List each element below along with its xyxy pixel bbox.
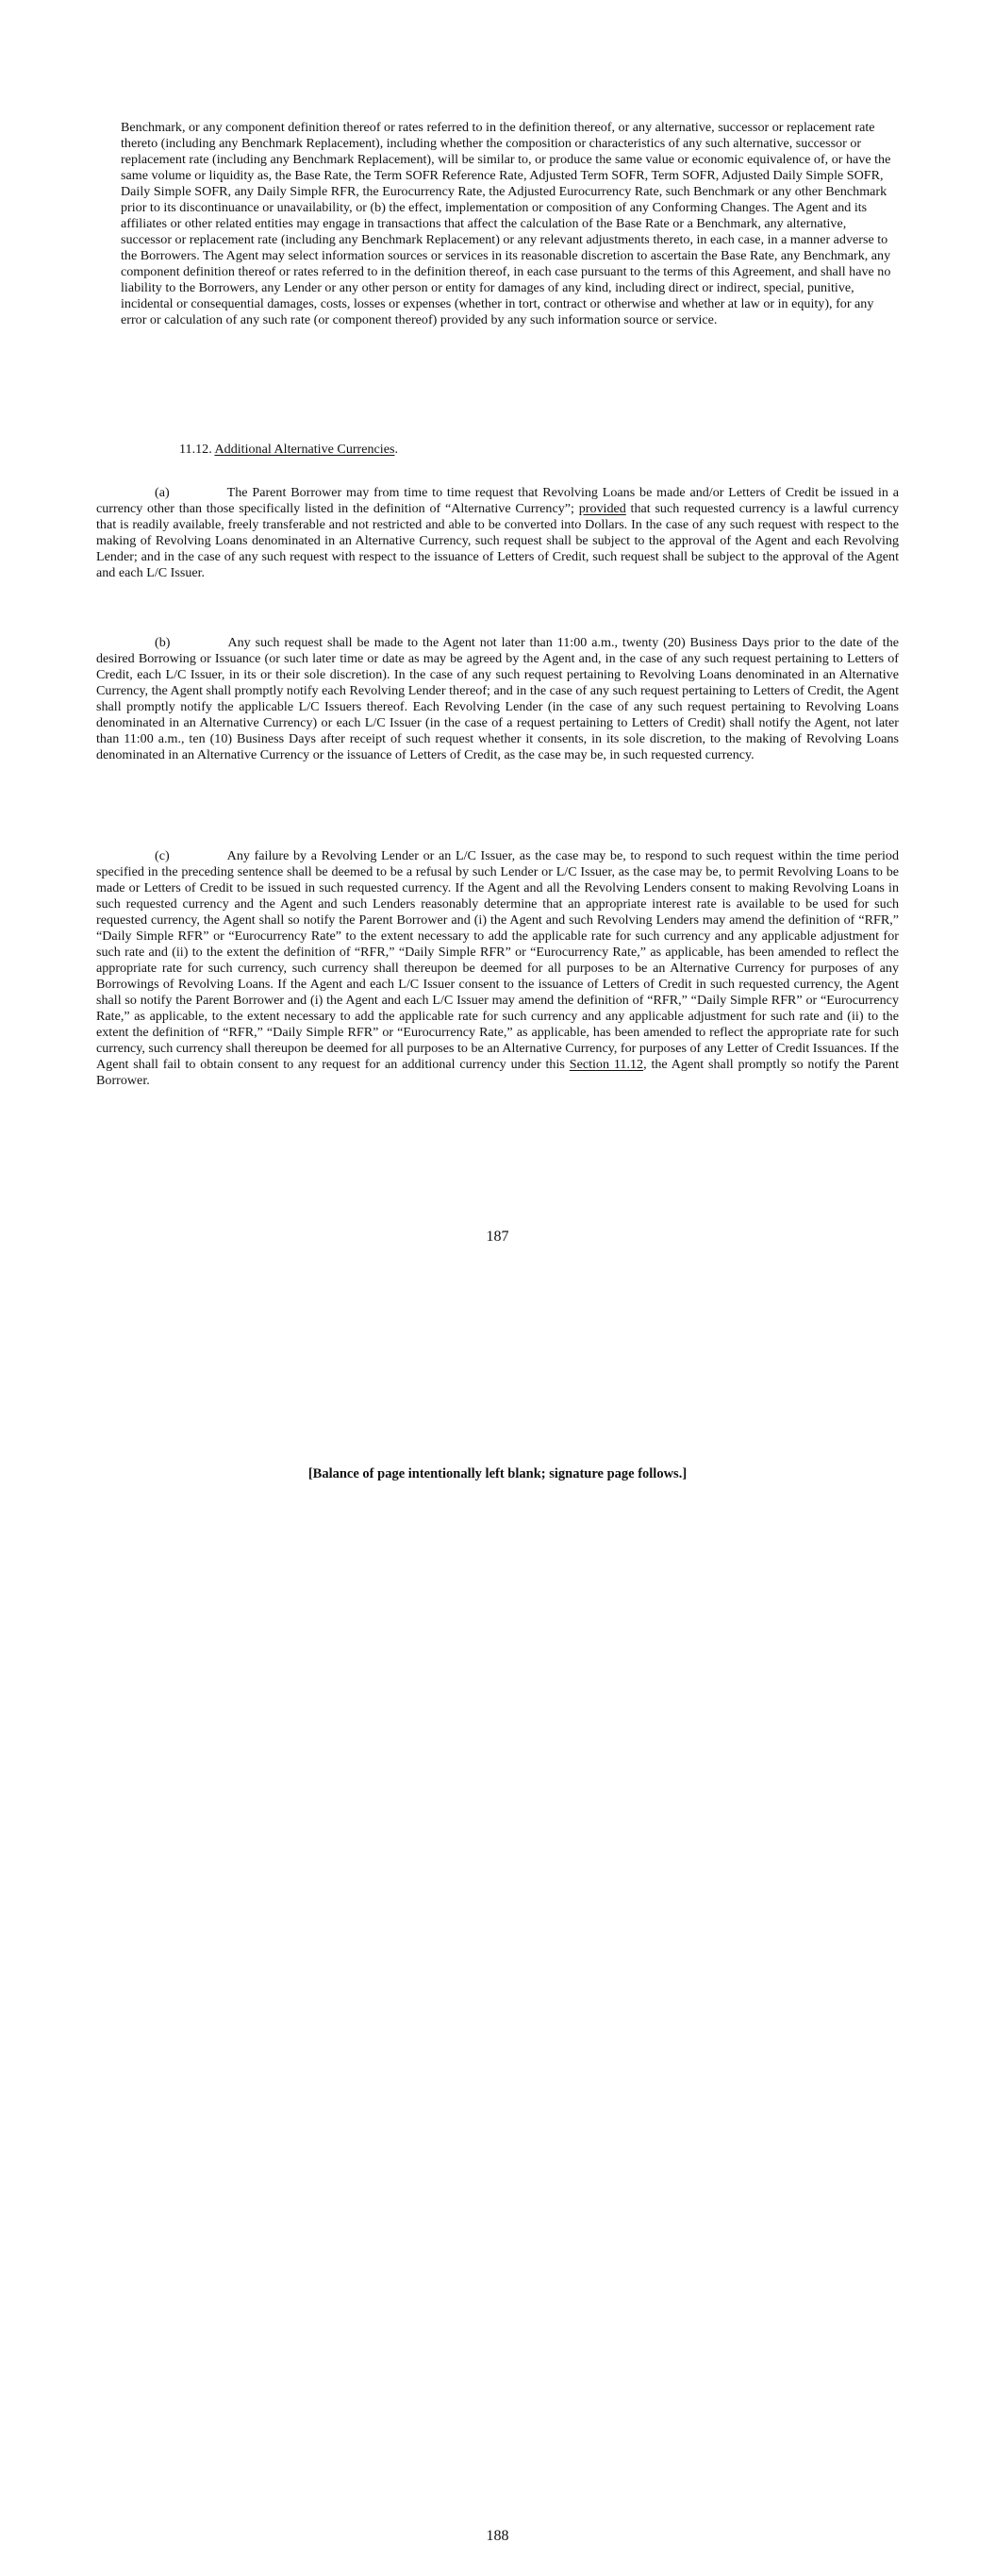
paragraph-b-text: Any such request shall be made to the Agent not later than 11:00 a.m., twenty (20) Business Days prior to the date of the desired Borrowing or Issuance (or such later time or date as may be agreed by the Agent and, in the case of any such request pertaining to Letters of Credit, each L/C Issuer, in its or their sole discretion). In the case of any such request pertaining to Revolving Loans denominated in an Alternative Currency, the Agent shall promptly notify each Revolving Lender thereof; and in the case of any such request pertaining to Letters of Credit, the Agent shall promptly notify the applicable L/C Issuers thereof. Each Revolving Lender (in the case of any such request pertaining to Revolving Loans denominated in an Alternative Currency) or each L/C Issuer (in the case of a request pertaining to Letters of Credit) shall notify the Agent, not later than 11:00 a.m., ten (10) Business Days after receipt of such request whether it consents, in its sole discretion, to the making of Revolving Loans denominated in an Alternative Currency or the issuance of Letters of Credit, as the case may be, in such requested currency. [96,635,899,762]
paragraph-a-text-2: that such requested currency is a lawful currency that is readily available, freely transferable and not restricted and able to be converted into Dollars. In the case of any such request with respect to the making of Revolving Loans denominated in an Alternative Currency, such request shall be subject to the approval of the Agent and each Revolving Lender; and in the case of any such request with respect to the issuance of Letters of Credit, such request shall be subject to the approval of the Agent and each L/C Issuer. [96,501,899,580]
page-number-187: 187 [486,1229,509,1245]
paragraph-c-text-1: Any failure by a Revolving Lender or an L/C Issuer, as the case may be, to respond to such request within the time period specified in the preceding sentence shall be deemed to be a refusal by such Lender or L/C Issuer, as the case may be, to permit Revolving Loans to be made or Letters of Credit to be issued in such requested currency. If the Agent and all the Revolving Lenders consent to making Revolving Loans in such requested currency and the Agent and such Lenders reasonably determine that an appropriate interest rate is available to be used for such requested currency, the Agent shall so notify the Parent Borrower and (i) the Agent and such Revolving Lenders may amend the definition of “RFR,” “Daily Simple RFR” or “Eurocurrency Rate” to the extent necessary to add the applicable rate for such currency and any applicable adjustment for such rate and (ii) to the extent the definition of “RFR,” “Daily Simple RFR” or “Eurocurrency Rate,” as applicable, has been amended to reflect the appropriate rate for such currency, such currency shall thereupon be deemed for all purposes to be an Alternative Currency for purposes of any Borrowings of Revolving Loans. If the Agent and each L/C Issuer consent to the issuance of Letters of Credit in such requested currency, the Agent shall so notify the Parent Borrower and (i) the Agent and each L/C Issuer may amend the definition of “RFR,” “Daily Simple RFR” or “Eurocurrency Rate,” as applicable, to the extent necessary to add the applicable rate for such currency and any applicable adjustment for such rate and (ii) to the extent the definition of “RFR,” “Daily Simple RFR” or “Eurocurrency Rate,” as applicable, has been amended to reflect the appropriate rate for such currency, such currency shall thereupon be deemed for all purposes to be an Alternative Currency, for purposes of any Letter of Credit Issuances. If the Agent shall fail to obtain consent to any request for an additional currency under this [96,848,899,1072]
paragraph-b-label: (b) [155,635,171,650]
paragraph-c [96,848,899,1089]
blank-page-notice: [Balance of page intentionally left blank; signature page follows.] [307,1466,688,1481]
paragraph-a [96,485,899,581]
paragraph-b [96,635,899,763]
section-heading [179,442,839,458]
section-number: 11.12. [179,442,212,457]
benchmark-disclaimer-paragraph: Benchmark, or any component definition thereof or rates referred to in the definition thereof, or any alternative, successor or replacement rate thereto (including any Benchmark Replacement), including whether the composition or characteristics of any such alternative, successor or replacement rate (including any Benchmark Replacement), will be similar to, or produce the same value or economic equivalence of, or have the same volume or liquidity as, the Base Rate, the Term SOFR Reference Rate, Adjusted Term SOFR, Term SOFR, Adjusted Daily Simple SOFR, Daily Simple SOFR, any Daily Simple RFR, the Eurocurrency Rate, the Adjusted Eurocurrency Rate, such Benchmark or any other Benchmark prior to its discontinuance or unavailability, or (b) the effect, implementation or composition of any Conforming Changes. The Agent and its affiliates or other related entities may engage in transactions that affect the calculation of the Base Rate or a Benchmark, any alternative, successor or replacement rate (including any Benchmark Replacement) or any relevant adjustments thereto, in each case, in a manner adverse to the Borrowers. The Agent may select information sources or services in its reasonable discretion to ascertain the Base Rate, any Benchmark, any component definition thereof or rates referred to in the definition thereof, in each case pursuant to the terms of this Agreement, and shall have no liability to the Borrowers, any Lender or any other person or entity for damages of any kind, including direct or indirect, special, punitive, incidental or consequential damages, costs, losses or expenses (whether in tort, contract or otherwise and whether at law or in equity), for any error or calculation of any such rate (or component thereof) provided by any such information source or service. [121,120,891,327]
section-title: Additional Alternative Currencies [214,442,395,457]
section-11-12-reference: Section 11.12 [569,1057,644,1072]
section-title-period: . [394,442,398,457]
provided-term: provided [578,501,626,516]
page-number-188: 188 [486,2528,509,2544]
paragraph-a-text-1: The Parent Borrower may from time to time request that Revolving Loans be made and/or Letters of Credit be issued in a currency other than those specifically listed in the definition of “Alternative Currency”; [96,485,899,516]
paragraph-a-label: (a) [155,485,170,500]
paragraph-c-label: (c) [155,848,170,863]
paragraph-c-text-2: , the Agent shall promptly so notify the Parent Borrower. [96,1057,900,1088]
